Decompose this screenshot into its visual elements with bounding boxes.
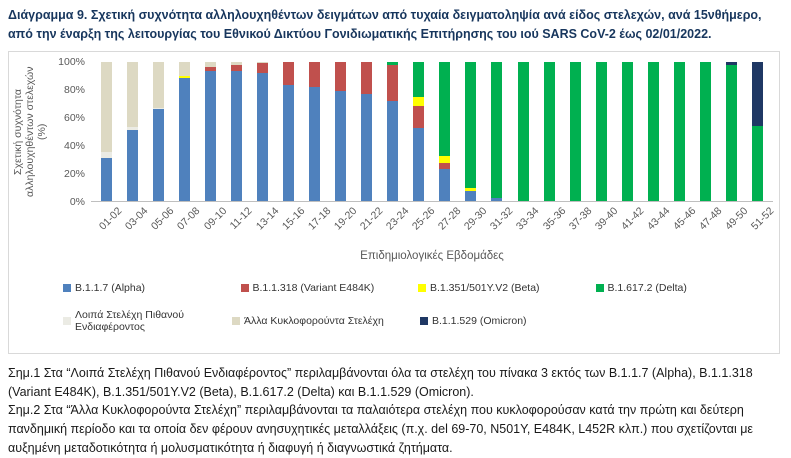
bar-segment [283, 85, 294, 200]
x-tick [693, 202, 725, 250]
bar-segment [491, 198, 502, 201]
x-tick [667, 202, 699, 250]
x-tick [93, 202, 125, 250]
bar-23-24 [387, 62, 398, 201]
x-tick [745, 202, 777, 250]
y-tick-label: 80% [63, 83, 85, 96]
bar-segment [439, 62, 450, 157]
x-tick [536, 202, 568, 250]
x-tick-label: 07-08 [175, 204, 203, 233]
bar-33-34 [518, 62, 529, 201]
x-tick [719, 202, 751, 250]
legend-swatch [420, 317, 428, 325]
bar-07-08 [179, 62, 190, 201]
legend-label: Λοιπά Στελέχη Πιθανού Ενδιαφέροντος [75, 308, 184, 333]
bar-segment [257, 63, 268, 73]
legend-swatch [241, 284, 249, 292]
bar-47-48 [700, 62, 711, 201]
x-tick-label: 23-24 [383, 204, 412, 233]
x-tick [484, 202, 516, 250]
bar-11-12 [231, 62, 242, 201]
bar-segment [205, 71, 216, 200]
bar-segment [231, 65, 242, 72]
bar-segment [179, 62, 190, 76]
x-tick-label: 47-48 [696, 204, 725, 233]
bar-segment [413, 62, 424, 97]
legend-item [63, 309, 232, 333]
bar-segment [439, 156, 450, 163]
legend-row [63, 309, 773, 333]
bar-segment [387, 65, 398, 101]
bar-31-32 [491, 62, 502, 201]
bar-segment [465, 62, 476, 188]
bar-35-36 [544, 62, 555, 201]
chart-title: Διάγραμμα 9. Σχετική συχνότητα αλληλουχηθέντων δειγμάτων από τυχαία δειγματοληψία ανά είδος στελεχών, ανά 15νθήμερο, από την έναρξη της λειτουργίας του Εθνικού Δικτύου Γονιδιωματικής Επιτήρησης του ιού SARS CoV-2 έως 02/01/2022. [8, 8, 762, 42]
x-tick-label: 09-10 [201, 204, 229, 233]
bar-segment [387, 101, 398, 201]
x-tick [354, 202, 386, 250]
x-tick [302, 202, 334, 250]
legend-swatch [63, 317, 71, 325]
legend-row [63, 282, 773, 294]
x-tick [615, 202, 647, 250]
y-tick-label: 100% [58, 55, 85, 68]
x-tick-label: 19-20 [331, 204, 360, 233]
bar-segment [257, 73, 268, 201]
bar-segment [101, 158, 112, 201]
bar-segment [309, 62, 320, 87]
legend-item [241, 282, 419, 294]
bar-segment [413, 128, 424, 200]
bar-segment [752, 126, 763, 201]
y-tick-label: 20% [63, 167, 85, 180]
bar-41-42 [622, 62, 633, 201]
bar-45-46 [674, 62, 685, 201]
legend-label: B.1.1.318 (Variant E484K) [252, 281, 375, 294]
bar-segment [596, 62, 607, 201]
bar-segment [465, 191, 476, 201]
legend-swatch [232, 317, 240, 325]
x-tick [249, 202, 282, 250]
bar-segment [491, 62, 502, 198]
legend-item [418, 282, 596, 294]
bar-segment [231, 71, 242, 200]
bar-segment [361, 94, 372, 201]
bar-43-44 [648, 62, 659, 201]
y-tick-label: 60% [63, 111, 85, 124]
bar-21-22 [361, 62, 372, 201]
x-tick [380, 202, 412, 250]
x-tick [197, 202, 229, 250]
bar-segment [544, 62, 555, 201]
x-tick [171, 202, 203, 250]
bar-segment [726, 65, 737, 201]
bar-15-16 [283, 62, 294, 201]
bar-17-18 [309, 62, 320, 201]
x-tick-label: 35-36 [540, 204, 568, 233]
bar-segment [413, 106, 424, 128]
x-tick-label: 15-16 [279, 204, 308, 233]
x-axis-labels [91, 202, 777, 250]
bar-39-40 [596, 62, 607, 201]
bar-segment [153, 62, 164, 108]
y-tick-label: 0% [69, 195, 85, 208]
bar-segment [153, 109, 164, 201]
bar-segment [674, 62, 685, 201]
x-tick [562, 202, 594, 250]
bar-segment [361, 62, 372, 94]
x-tick [223, 202, 255, 250]
bar-segment [570, 62, 581, 201]
legend-item [63, 282, 241, 294]
y-axis-ticks [47, 55, 91, 208]
x-tick [510, 202, 542, 250]
y-tick-label: 40% [63, 139, 85, 152]
legend-swatch [418, 284, 426, 292]
bar-segment [179, 78, 190, 200]
legend-label: Άλλα Κυκλοφορούντα Στελέχη [244, 314, 384, 327]
footnote-2: Σημ.2 Στα “Άλλα Κυκλοφορούντα Στελέχη” περιλαμβάνονται τα παλαιότερα στελέχη που κυκλοφορούσαν κατά την πρώτη και δεύτερη πανδημική περίοδο και τα οποία δεν φέρουν ανησυχητικές μεταλλάξεις (π.χ. del 69-70, N501Y, E484K, L452R κλπ.) που σχετίζονται με αυξημένη μεταδοτικότητα ή μολυσματικότητα ή διαφυγή ή διαγνωστικά ζητήματα. [8, 403, 753, 455]
x-tick [328, 202, 360, 250]
footnote-1: Σημ.1 Στα “Λοιπά Στελέχη Πιθανού Ενδιαφέροντος” περιλαμβάνονται όλα τα στελέχη του πίνακα 3 εκτός των B.1.1.7 (Alpha), B.1.1.318 (Variant E484K), B.1.351/501Y.V2 (Beta), B.1.617.2 (Delta) και B.1.1.529 (Omicron). [8, 365, 753, 399]
bar-segment [700, 62, 711, 201]
x-tick-label: 37-38 [566, 204, 594, 233]
legend-label: B.1.1.529 (Omicron) [432, 314, 527, 327]
x-tick [145, 202, 177, 250]
footnotes [8, 364, 783, 458]
bar-segment [283, 62, 294, 86]
bar-03-04 [127, 62, 138, 201]
legend-item [596, 282, 774, 294]
x-tick-label: 21-22 [357, 204, 386, 233]
bar-segment [309, 87, 320, 201]
x-tick-label: 43-44 [644, 204, 673, 233]
chart-legend [63, 282, 773, 333]
bar-51-52 [752, 62, 763, 201]
bar-segment [335, 62, 346, 91]
bar-05-06 [153, 62, 164, 201]
x-tick [432, 202, 464, 250]
legend-swatch [596, 284, 604, 292]
bar-09-10 [205, 62, 216, 201]
x-tick-label: 33-34 [514, 204, 542, 233]
y-axis-title: Σχετική συχνότητα αλληλουχηθέντων στελεχών (%) [11, 66, 49, 197]
x-tick-label: 05-06 [149, 204, 177, 233]
x-tick [641, 202, 673, 250]
bar-segment [439, 169, 450, 201]
bar-segment [127, 130, 138, 201]
legend-item [232, 309, 420, 333]
bar-27-28 [439, 62, 450, 201]
bar-segment [622, 62, 633, 201]
bar-segment [752, 62, 763, 126]
x-tick-label: 03-04 [123, 204, 151, 233]
bar-segment [413, 97, 424, 107]
bar-segment [518, 62, 529, 201]
x-tick-label: 11-12 [227, 204, 255, 232]
bar-49-50 [726, 62, 737, 201]
x-tick-label: 13-14 [253, 204, 282, 233]
x-tick [588, 202, 621, 250]
x-tick-label: 39-40 [592, 204, 621, 233]
x-tick [406, 202, 438, 250]
x-tick-label: 41-42 [618, 204, 647, 233]
bar-segment [648, 62, 659, 201]
plot-area [91, 62, 773, 202]
x-tick-label: 45-46 [670, 204, 699, 233]
bar-29-30 [465, 62, 476, 201]
bar-13-14 [257, 62, 268, 201]
bar-segment [101, 62, 112, 152]
x-axis-title: Επιδημιολογικές Εβδομάδες [360, 249, 504, 262]
x-tick [119, 202, 151, 250]
x-tick-label: 29-30 [462, 204, 490, 233]
legend-label: B.1.1.7 (Alpha) [75, 281, 146, 294]
bar-01-02 [101, 62, 112, 201]
bar-19-20 [335, 62, 346, 201]
bar-segment [335, 91, 346, 201]
x-tick-label: 49-50 [722, 204, 751, 233]
bar-37-38 [570, 62, 581, 201]
x-tick-label: 17-18 [305, 204, 334, 233]
x-tick [458, 202, 490, 250]
x-tick-label: 27-28 [436, 204, 464, 233]
x-tick-label: 01-02 [97, 204, 125, 233]
legend-item [420, 309, 527, 333]
x-tick-label: 25-26 [409, 204, 438, 233]
x-tick [276, 202, 308, 250]
legend-swatch [63, 284, 71, 292]
x-tick-label: 31-32 [488, 204, 516, 233]
legend-label: B.1.617.2 (Delta) [607, 281, 687, 294]
x-tick-label: 51-52 [749, 204, 777, 233]
legend-label: B.1.351/501Y.V2 (Beta) [430, 281, 540, 294]
chart-area [8, 51, 780, 354]
bar-25-26 [413, 62, 424, 201]
bar-segment [127, 62, 138, 127]
